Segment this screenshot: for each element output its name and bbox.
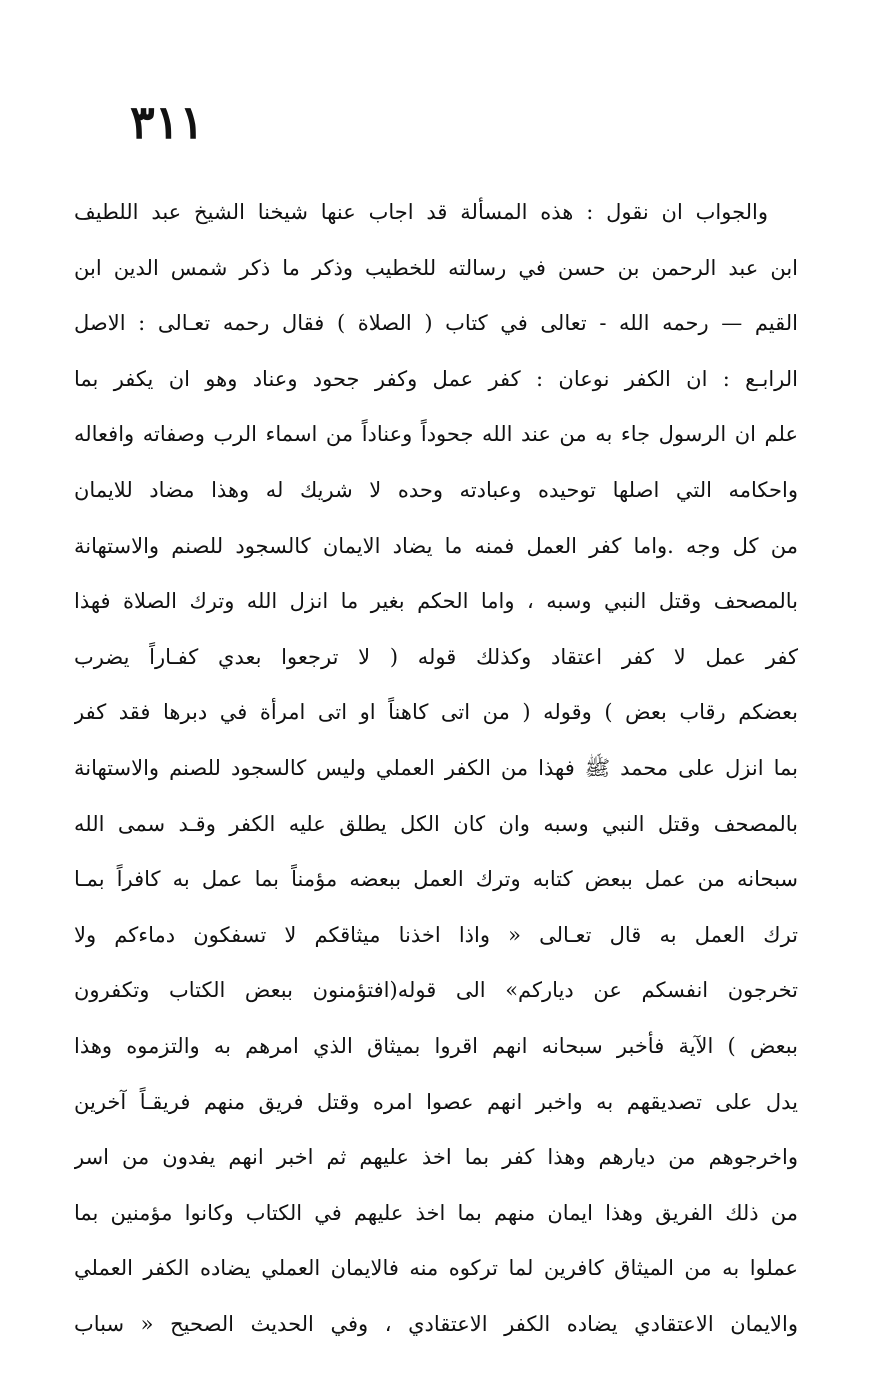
text-line-12: بالمصحف وقتل النبي وسبه وان كان الكل يطلق عليه الكفر وقـد سمى الله [74,811,798,836]
text-line-2: ابن عبد الرحمن بن حسن في رسالته للخطيب وذكر ما ذكر شمس الدين ابن [74,255,798,280]
text-line-13: سبحانه من عمل ببعض كتابه وترك العمل ببعضه مؤمناً بما عمل به كافراً بمـا [74,867,798,892]
text-line-17: يدل على تصديقهم به واخبر انهم عصوا امره وقتل فريق منهم فريقـاً آخرين [74,1089,798,1114]
text-line-19: من ذلك الفريق وهذا ايمان منهم بما اخذ عليهم في الكتاب وكانوا مؤمنين بما [74,1200,798,1225]
text-line-20: عملوا به من الميثاق كافرين لما تركوه منه فالايمان العملي يضاده الكفر العملي [74,1256,798,1281]
text-line-14: ترك العمل به قال تعـالى « واذا اخذنا ميثاقكم لا تسفكون دماءكم ولا [74,922,798,947]
text-line-6: واحكامه التي اصلها توحيده وعبادته وحده لا شريك له وهذا مضاد للايمان [74,477,798,502]
text-line-9: كفر عمل لا كفر اعتقاد وكذلك قوله ( لا ترجعوا بعدي كفـاراً يضرب [74,644,798,669]
text-line-1: والجواب ان نقول : هذه المسألة قد اجاب عنها شيخنا الشيخ عبد اللطيف [74,200,768,224]
body-text [74,185,798,1352]
text-line-18: واخرجوهم من ديارهم وهذا كفر بما اخذ عليهم ثم اخبر انهم يفدون من اسر [74,1145,798,1170]
text-line-21: والايمان الاعتقادي يضاده الكفر الاعتقادي ، وفي الحديث الصحيح « سباب [74,1311,798,1336]
text-line-10: بعضكم رقاب بعض ) وقوله ( من اتى كاهناً او اتى امرأة في دبرها فقد كفر [74,700,798,725]
text-line-5: علم ان الرسول جاء به من عند الله جحوداً وعناداً من اسماء الرب وصفاته وافعاله [74,422,798,447]
text-line-8: بالمصحف وقتل النبي وسبه ، واما الحكم بغير ما انزل الله وترك الصلاة فهذا [74,589,798,614]
text-line-4: الرابـع : ان الكفر نوعان : كفر عمل وكفر جحود وعناد وهو ان يكفر بما [74,366,798,391]
text-line-16: ببعض ) الآية فأخبر سبحانه انهم اقروا بميثاق الذي امرهم به والتزموه وهذا [74,1033,798,1058]
text-line-15: تخرجون انفسكم عن دياركم» الى قوله(افتؤمنون ببعض الكتاب وتكفرون [74,978,798,1003]
page-number: ٣١١ [130,95,205,149]
text-line-7: من كل وجه .واما كفر العمل فمنه ما يضاد الايمان كالسجود للصنم والاستهانة [74,533,798,558]
text-line-11: بما انزل على محمد ﷺ فهذا من الكفر العملي وليس كالسجود للصنم والاستهانة [74,755,798,780]
text-line-3: القيم — رحمه الله - تعالى في كتاب ( الصلاة ) فقال رحمه تعـالى : الاصل [74,311,798,336]
